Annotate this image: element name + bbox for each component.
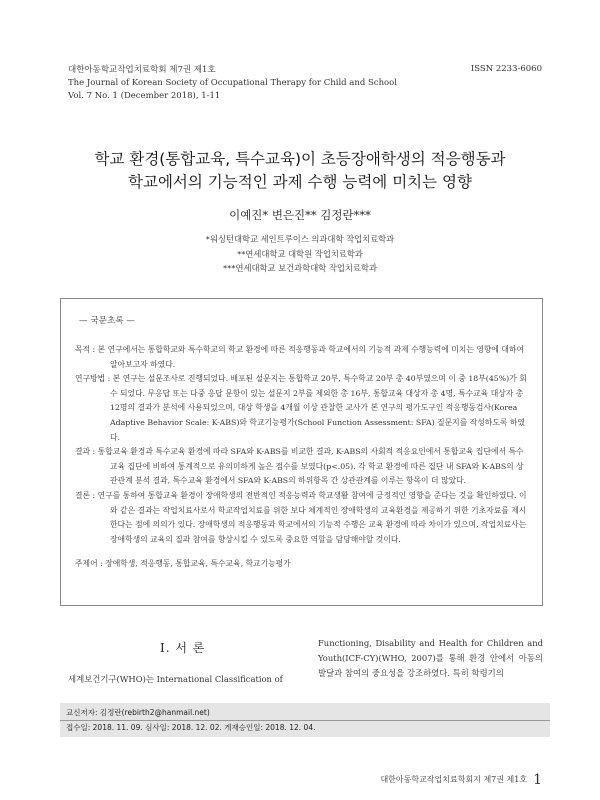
authors: 이예진* 변은진** 김정란*** [229,208,371,222]
footer-journal: 대한아동학교작업치료학회지 제7권 제1호 [380,775,528,784]
abstract-result [75,445,531,489]
abstract-method [75,372,531,445]
journal-name-ko: 대한아동학교작업치료학회 제7권 제1호 [68,65,216,75]
title-line-2: 학교에서의 기능적인 과제 수행 능력에 미치는 영향 [128,173,472,191]
page-footer [380,772,542,788]
result-label: 결과 : [75,447,96,457]
footnote-box [60,703,550,737]
submission-dates: 접수일: 2018. 11. 09. 심사일: 2018. 12. 02. 게재승인일: 2018. 12. 04. [66,723,316,732]
intro-left-column: 세계보건기구(WHO)는 International Classification of [68,674,283,684]
purpose-label: 목적 : [75,345,96,354]
issn: ISSN 2233-6060 [470,64,542,74]
abstract-box [60,298,543,606]
keywords-text: 장애학생, 적응행동, 통합교육, 특수교육, 학교기능평가 [105,559,291,569]
abstract-keywords [75,557,531,572]
journal-volume: Vol. 7 No. 1 (December 2018), 1-11 [68,91,221,101]
title-line-1: 학교 환경(통합교육, 특수교육)이 초등장애학생의 적응행동과 [94,150,506,168]
method-label: 연구방법 : [75,374,111,384]
affiliation-2: **연세대학교 대학원 작업치료학과 [237,248,363,259]
corresponding-author: 교신저자: 김정란(rebirth2@hanmail.net) [66,708,210,717]
method-text: 본 연구는 설문조사로 진행되었다. 배포된 설문지는 통합학교 20부, 특수학교 20부 총 40부였으며 이 중 18부(45%)가 회수 되었다. 무응답 또는 다중 응답 문항이 있는 설문지 2부를 제외한 총 16부, 통합교육 대상자 총 4명, 특수교육 대상자 총 12명의 결과가 분석에 사용되었으며, 대상 학생을 4개월 이상 관찰한 교사가 본 연구의 평가도구인 적응행동검사(Korea Adaptive Behavior Scale: K-ABS)와 학교기능평가(School Function Assessment: SFA) 질문지를 작성하도록 하였다. [110,374,527,442]
abstract-conclusion [75,489,531,547]
affiliation-1: *워싱턴대학교 세인트루이스 의과대학 작업치료학과 [205,234,395,244]
affiliation-3: ***연세대학교 보건과학대학 작업치료학과 [223,263,377,273]
journal-name-en: The Journal of Korean Society of Occupational Therapy for Child and School [68,78,397,88]
conclusion-text: 연구를 통하여 통합교육 환경이 장애학생의 전반적인 적응능력과 학교생활 참여에 긍정적인 영향을 준다는 것을 확인하였다. 이와 같은 결과는 작업치료사로서 학교작업치료를 위한 보다 체계적인 장애학생의 교육환경을 제공하기 위한 기초자료를 제시한다는 점에 의의가 있다. 장애학생의 적응행동과 학교에서의 기능적 수행은 교육 환경에 따라 차이가 있으며, 작업치료사는 장애학생의 교육의 질과 참여를 향상시킬 수 있도록 중요한 역할을 담당해야할 것이다. [97,490,527,544]
page-number: 1 [533,772,542,788]
paper-title [0,148,600,194]
journal-header [68,64,397,103]
section-heading-introduction: Ⅰ. 서 론 [160,641,206,655]
affiliations [0,232,600,276]
abstract-body [75,343,531,572]
intro-right-column: Functioning, Disability and Health for Children and Youth(ICF-CY)(WHO, 2007)를 통해 환경 안에서 아동의 발달과 참여의 중요성을 강조하였다. 특히 학령기의 [318,638,543,678]
purpose-text: 본 연구에서는 통합학교와 특수학교의 학교 환경에 따른 적응행동과 학교에서의 기능적 과제 수행능력에 미치는 영향에 대하여 알아보고자 하였다. [97,345,525,369]
keywords-label: 주제어 : [75,559,103,569]
abstract-heading: — 국문초록 — [79,316,135,326]
result-text: 통합교육 환경과 특수교육 환경에 따라 SFA와 K-ABS를 비교한 결과, K-ABS의 사회적 적응요인에서 통합교육 집단에서 특수교육 집단에 비하여 통계적으로 유의미하게 높은 점수를 보였다(p<.05). 각 학교 환경에 따른 집단 내 SFA와 K-ABS의 상관관계 분석 결과, 특수교육 환경에서 SFA와 K-ABS의 하위항목 간 상관관계를 이루는 항목이 더 많았다. [97,447,524,486]
abstract-purpose [75,343,531,372]
conclusion-label: 결론 : [75,490,96,500]
